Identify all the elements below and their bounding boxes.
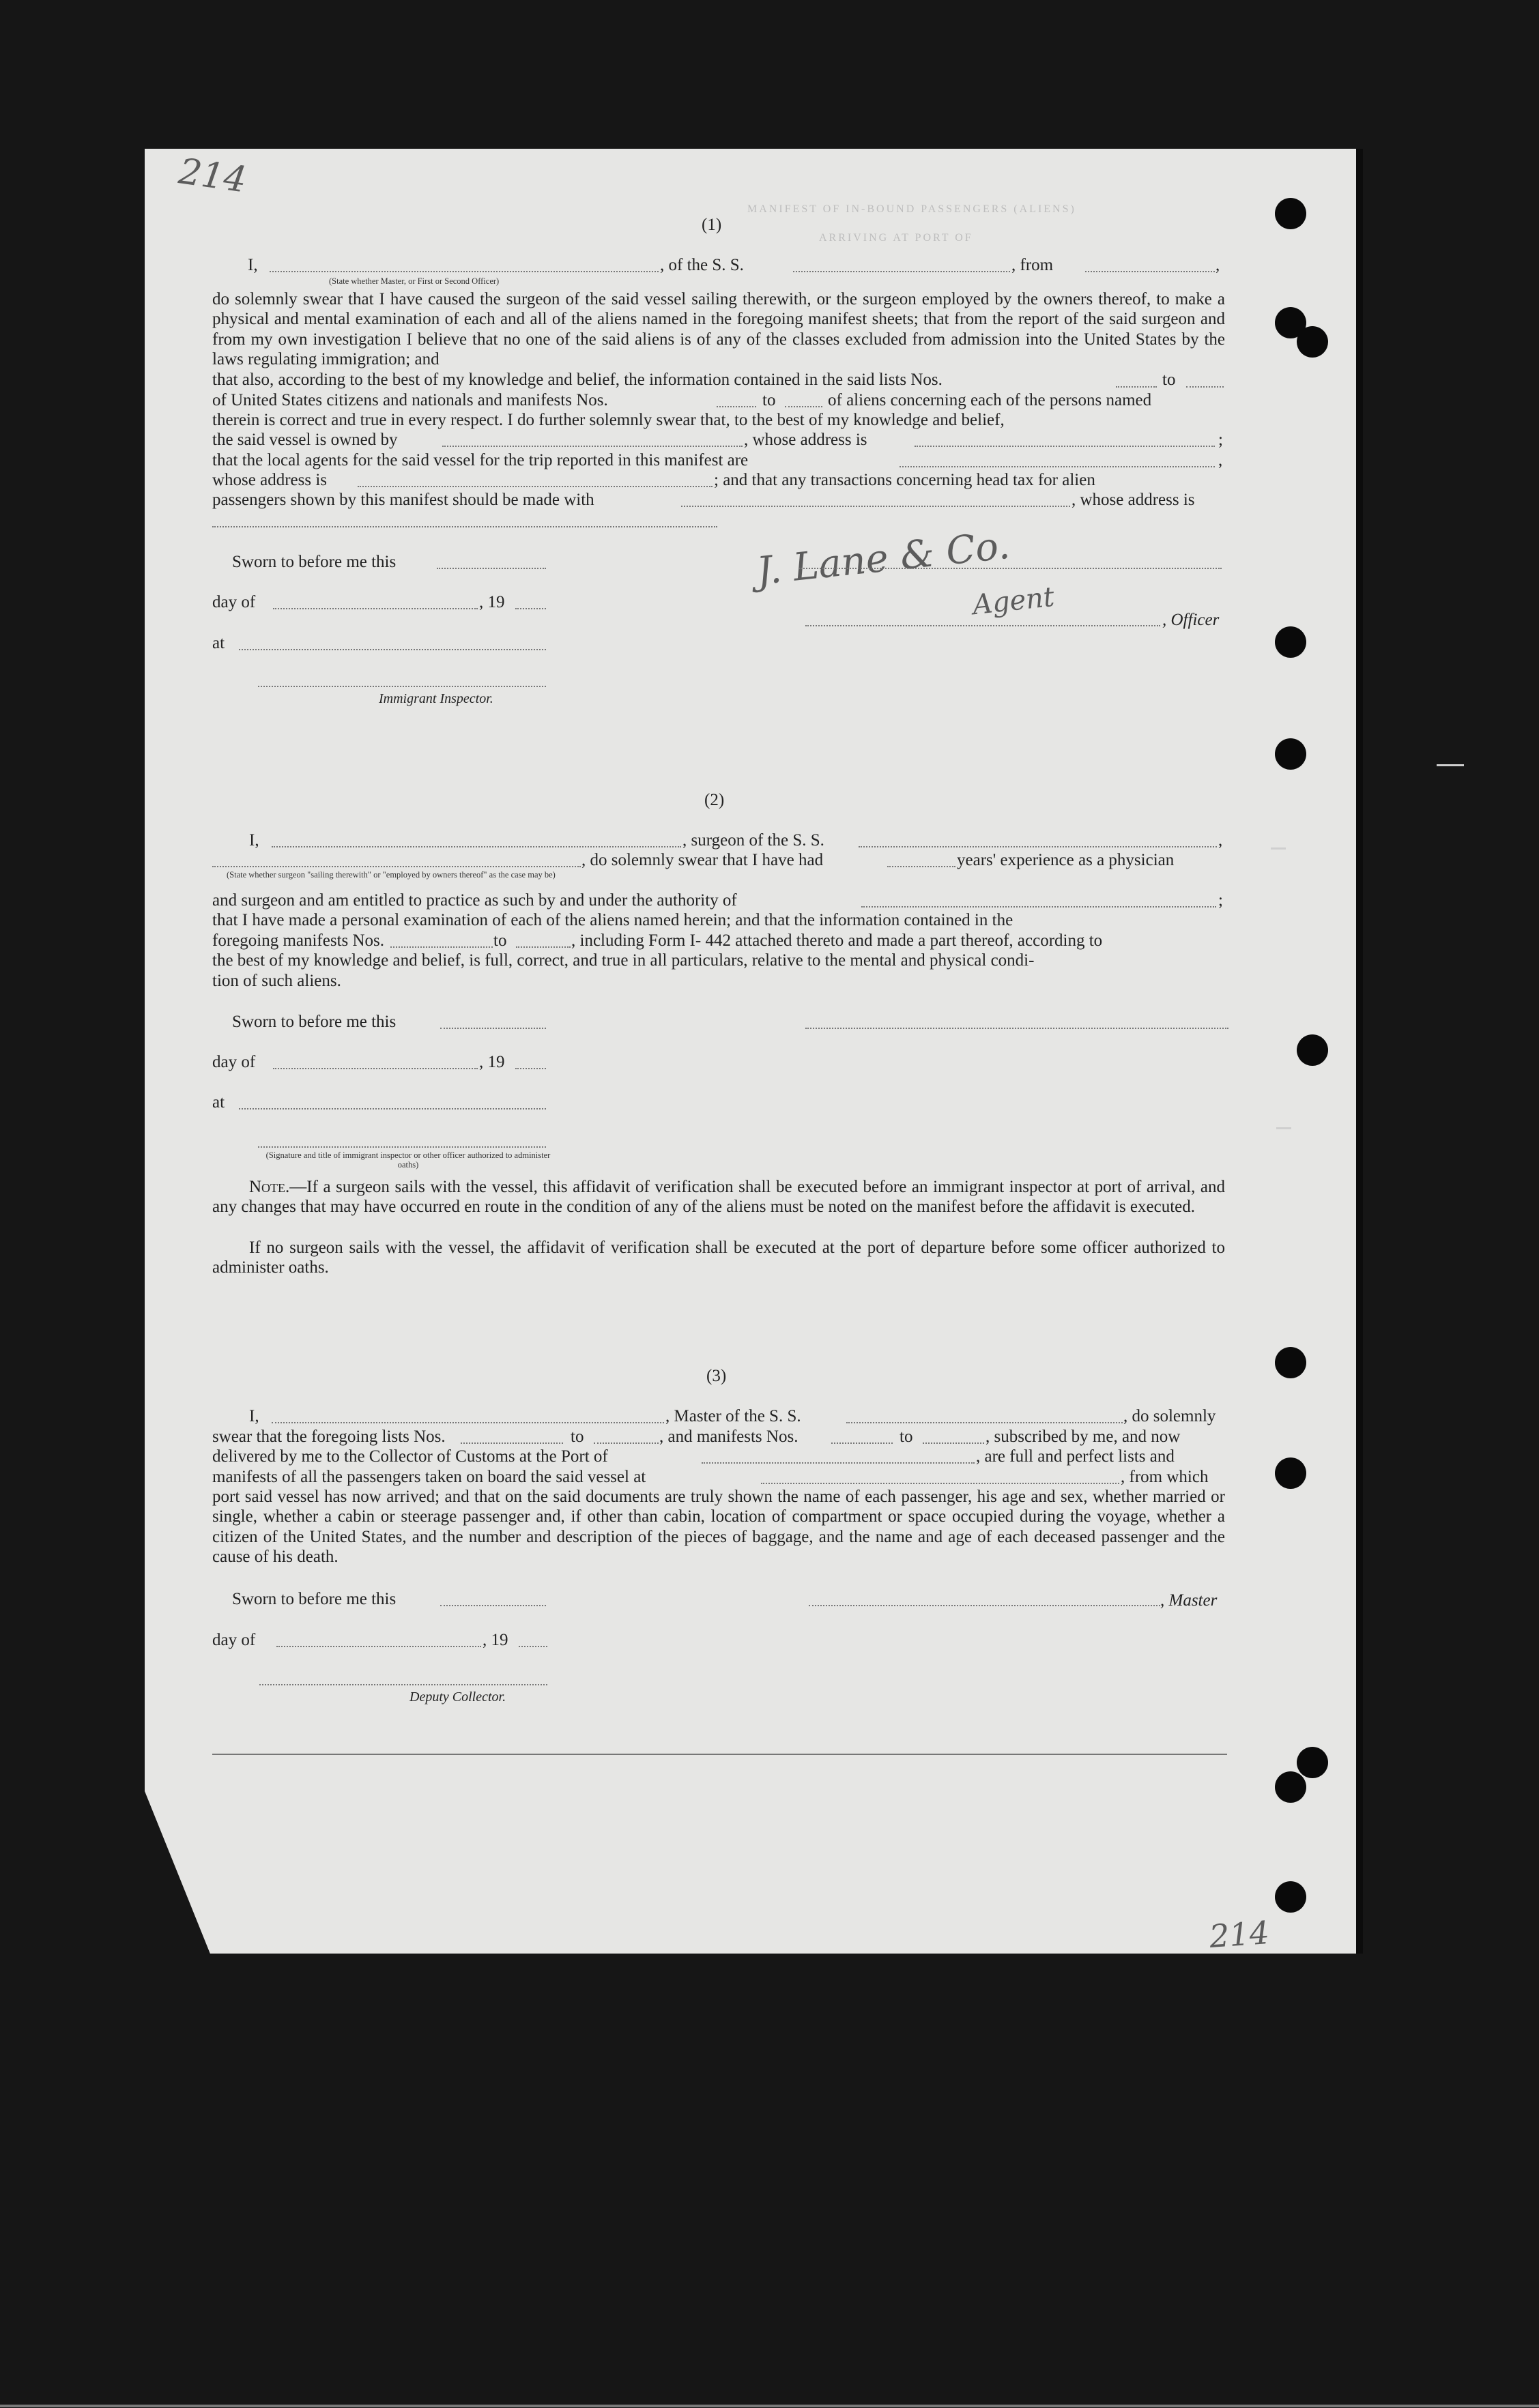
blank-line — [239, 649, 546, 650]
text: Deputy Collector. — [409, 1689, 506, 1705]
paragraph: port said vessel has now arrived; and that on the said documents are truly shown the name of each passenger, his age and sex, whether married or single, whether a cabin or steerage passenger and, if other than cabin, location of compartment or space occupied during the voyage, whether a citizen of the United States, and the number and description of the pieces of baggage, and the name and age of each deceased passenger and the cause of his death. — [212, 1488, 1225, 1566]
text: I, — [249, 831, 259, 850]
caption: (State whether surgeon "sailing therewith" or "employed by owners thereof" as the case may be) — [227, 870, 556, 880]
blank-line — [239, 1108, 546, 1109]
binder-hole — [1297, 1747, 1328, 1778]
text: , from — [1011, 256, 1054, 274]
text: , — [1218, 831, 1223, 850]
text: , whose address is — [1071, 491, 1195, 509]
binder-hole — [1275, 198, 1306, 229]
blank-line — [440, 1028, 546, 1029]
binder-hole — [1275, 738, 1306, 770]
text: Sworn to before me this — [232, 1013, 397, 1031]
blank-line — [515, 608, 546, 609]
text: , and manifests Nos. — [659, 1427, 799, 1446]
text: therein is correct and true in every respect. I do further solemnly swear that, to the best of my knowledge and belief, — [212, 411, 1005, 429]
text: ; and that any transactions concerning head tax for alien — [714, 471, 1095, 489]
text: , subscribed by me, and now — [986, 1427, 1181, 1446]
binder-hole — [1275, 626, 1306, 658]
blank-line — [270, 271, 659, 272]
text: , 19 — [479, 1053, 505, 1071]
blank-line — [272, 846, 681, 847]
text: I, — [248, 256, 258, 274]
blank-line — [859, 846, 1217, 847]
blank-line — [358, 486, 713, 487]
text: tion of such aliens. — [212, 972, 341, 990]
text: ; — [1218, 891, 1223, 910]
text: , — [1218, 451, 1223, 469]
section-heading: (2) — [704, 791, 725, 809]
text: that the local agents for the said vessel for the trip reported in this manifest are — [212, 451, 749, 469]
text: , from which — [1121, 1468, 1209, 1486]
text: , are full and perfect lists and — [976, 1447, 1175, 1466]
blank-line — [861, 906, 1216, 908]
blank-line — [831, 1442, 893, 1444]
edge-mark — [1271, 847, 1286, 850]
note-text: —If a surgeon sails with the vessel, this affidavit of verification shall be executed before an immigrant inspector at port of arrival, and any changes that may have occurred en route in the condition of any of the aliens must be noted on the manifest before the affidavit is executed. — [212, 1178, 1225, 1217]
text: , — [1216, 256, 1220, 274]
blank-line — [923, 1442, 984, 1444]
text: , 19 — [483, 1631, 508, 1649]
text: ; — [1218, 431, 1223, 449]
blank-line — [212, 526, 717, 527]
signature-line — [809, 1605, 1160, 1606]
text: to — [493, 931, 507, 950]
text: Immigrant Inspector. — [379, 691, 493, 706]
blank-line — [594, 1442, 659, 1444]
handwritten-signature: J. Lane & Co. — [754, 523, 1012, 594]
show-through-text: MANIFEST OF IN-BOUND PASSENGERS (ALIENS) — [747, 203, 1076, 215]
signature-line — [805, 625, 1160, 626]
blank-line — [717, 406, 756, 407]
text: that I have made a personal examination of each of the aliens named herein; and that the information contained in the — [212, 911, 1013, 929]
text: day of — [212, 1631, 256, 1649]
text: the best of my knowledge and belief, is full, correct, and true in all particulars, relative to the mental and physical condi- — [212, 951, 1035, 970]
blank-line — [915, 446, 1215, 447]
note-paragraph — [212, 1177, 1225, 1217]
blank-line — [276, 1646, 481, 1647]
signature-line — [259, 1684, 547, 1685]
text: I, — [249, 1407, 259, 1425]
blank-line — [1116, 386, 1157, 388]
blank-line — [390, 946, 493, 948]
blank-line — [516, 946, 571, 948]
page-shadow — [1356, 149, 1363, 1954]
text: , do solemnly swear that I have had — [581, 851, 824, 869]
handwritten-signature: Agent — [970, 581, 1056, 622]
caption: (State whether Master, or First or Second Officer) — [329, 276, 500, 286]
text: years' experience as a physician — [957, 851, 1175, 869]
binder-hole — [1297, 326, 1328, 358]
binder-hole — [1275, 1457, 1306, 1489]
edge-mark — [1276, 1127, 1291, 1129]
handwritten-number: 214 — [1208, 1914, 1271, 1955]
blank-line — [702, 1462, 975, 1464]
blank-line — [1186, 386, 1224, 388]
blank-line — [437, 568, 546, 569]
blank-line — [900, 466, 1215, 467]
edge-mark — [1437, 764, 1464, 766]
text: , whose address is — [744, 431, 867, 449]
binder-hole — [1275, 1881, 1306, 1913]
text: whose address is — [212, 471, 328, 489]
text: to — [1162, 371, 1176, 389]
text: delivered by me to the Collector of Customs at the Port of — [212, 1447, 608, 1466]
blank-line — [273, 1068, 478, 1069]
binder-hole — [1275, 1771, 1306, 1803]
section-heading: (1) — [702, 216, 722, 234]
text: that also, according to the best of my knowledge and belief, the information contained in the said lists Nos. — [212, 371, 943, 389]
blank-line — [1085, 271, 1215, 272]
blank-line — [442, 446, 743, 447]
text: , do solemnly — [1123, 1407, 1216, 1425]
text: and surgeon and am entitled to practice as such by and under the authority of — [212, 891, 737, 910]
paragraph: do solemnly swear that I have caused the surgeon of the said vessel sailing therewith, or the surgeon employed by the owners thereof, to make a physical and mental examination of each and all of the aliens named in the foregoing manifest sheets; that from the report of the said surgeon and from my own investigation I believe that no one of the said aliens is of any of the classes excluded from admission into the United States by the laws regulating immigration; and — [212, 290, 1225, 368]
text: swear that the foregoing lists Nos. — [212, 1427, 446, 1446]
text: , including Form I- 442 attached thereto and made a part thereof, according to — [571, 931, 1103, 950]
blank-line — [681, 506, 1070, 507]
scan-border-line — [0, 2405, 1539, 2407]
text: manifests of all the passengers taken on board the said vessel at — [212, 1468, 646, 1486]
bottom-rule — [212, 1754, 1227, 1755]
text: , of the S. S. — [660, 256, 744, 274]
blank-line — [440, 1605, 546, 1606]
text: day of — [212, 1053, 256, 1071]
blank-line — [461, 1442, 563, 1444]
text: passengers shown by this manifest should be made with — [212, 491, 594, 509]
text: , Master of the S. S. — [665, 1407, 801, 1425]
text: , Master — [1160, 1591, 1218, 1610]
text: to — [900, 1427, 913, 1446]
text: , 19 — [479, 593, 505, 611]
blank-line — [515, 1068, 546, 1069]
text: day of — [212, 593, 256, 611]
text: at — [212, 1093, 225, 1112]
show-through-text: ARRIVING AT PORT OF — [819, 232, 973, 244]
paragraph: If no surgeon sails with the vessel, the affidavit of verification shall be executed at the port of departure before some officer authorized to administer oaths. — [212, 1238, 1225, 1277]
text: foregoing manifests Nos. — [212, 931, 385, 950]
blank-line — [272, 1422, 664, 1423]
blank-line — [785, 406, 822, 407]
signature-line — [799, 568, 1222, 569]
blank-line — [887, 866, 955, 867]
note-label: Note. — [249, 1178, 290, 1196]
text: , surgeon of the S. S. — [682, 831, 824, 850]
section-heading: (3) — [706, 1367, 727, 1385]
blank-line — [761, 1483, 1119, 1484]
blank-line — [846, 1422, 1123, 1423]
text: to — [571, 1427, 584, 1446]
blank-line — [273, 608, 478, 609]
text: of aliens concerning each of the persons named — [828, 391, 1152, 409]
text: , Officer — [1162, 611, 1220, 629]
text: to — [762, 391, 776, 409]
text: of United States citizens and nationals and manifests Nos. — [212, 391, 608, 409]
text: Sworn to before me this — [232, 1590, 397, 1608]
blank-line — [212, 866, 581, 867]
text: Sworn to before me this — [232, 553, 397, 571]
binder-hole — [1275, 1347, 1306, 1378]
signature-line — [258, 1146, 546, 1148]
handwritten-number: 214 — [176, 151, 249, 201]
blank-line — [519, 1646, 547, 1647]
text: at — [212, 634, 225, 652]
caption: (Signature and title of immigrant inspector or other officer authorized to administer oaths) — [265, 1150, 551, 1170]
text: the said vessel is owned by — [212, 431, 398, 449]
binder-hole — [1297, 1034, 1328, 1066]
blank-line — [793, 271, 1010, 272]
signature-line — [805, 1028, 1228, 1029]
signature-line — [258, 686, 546, 687]
